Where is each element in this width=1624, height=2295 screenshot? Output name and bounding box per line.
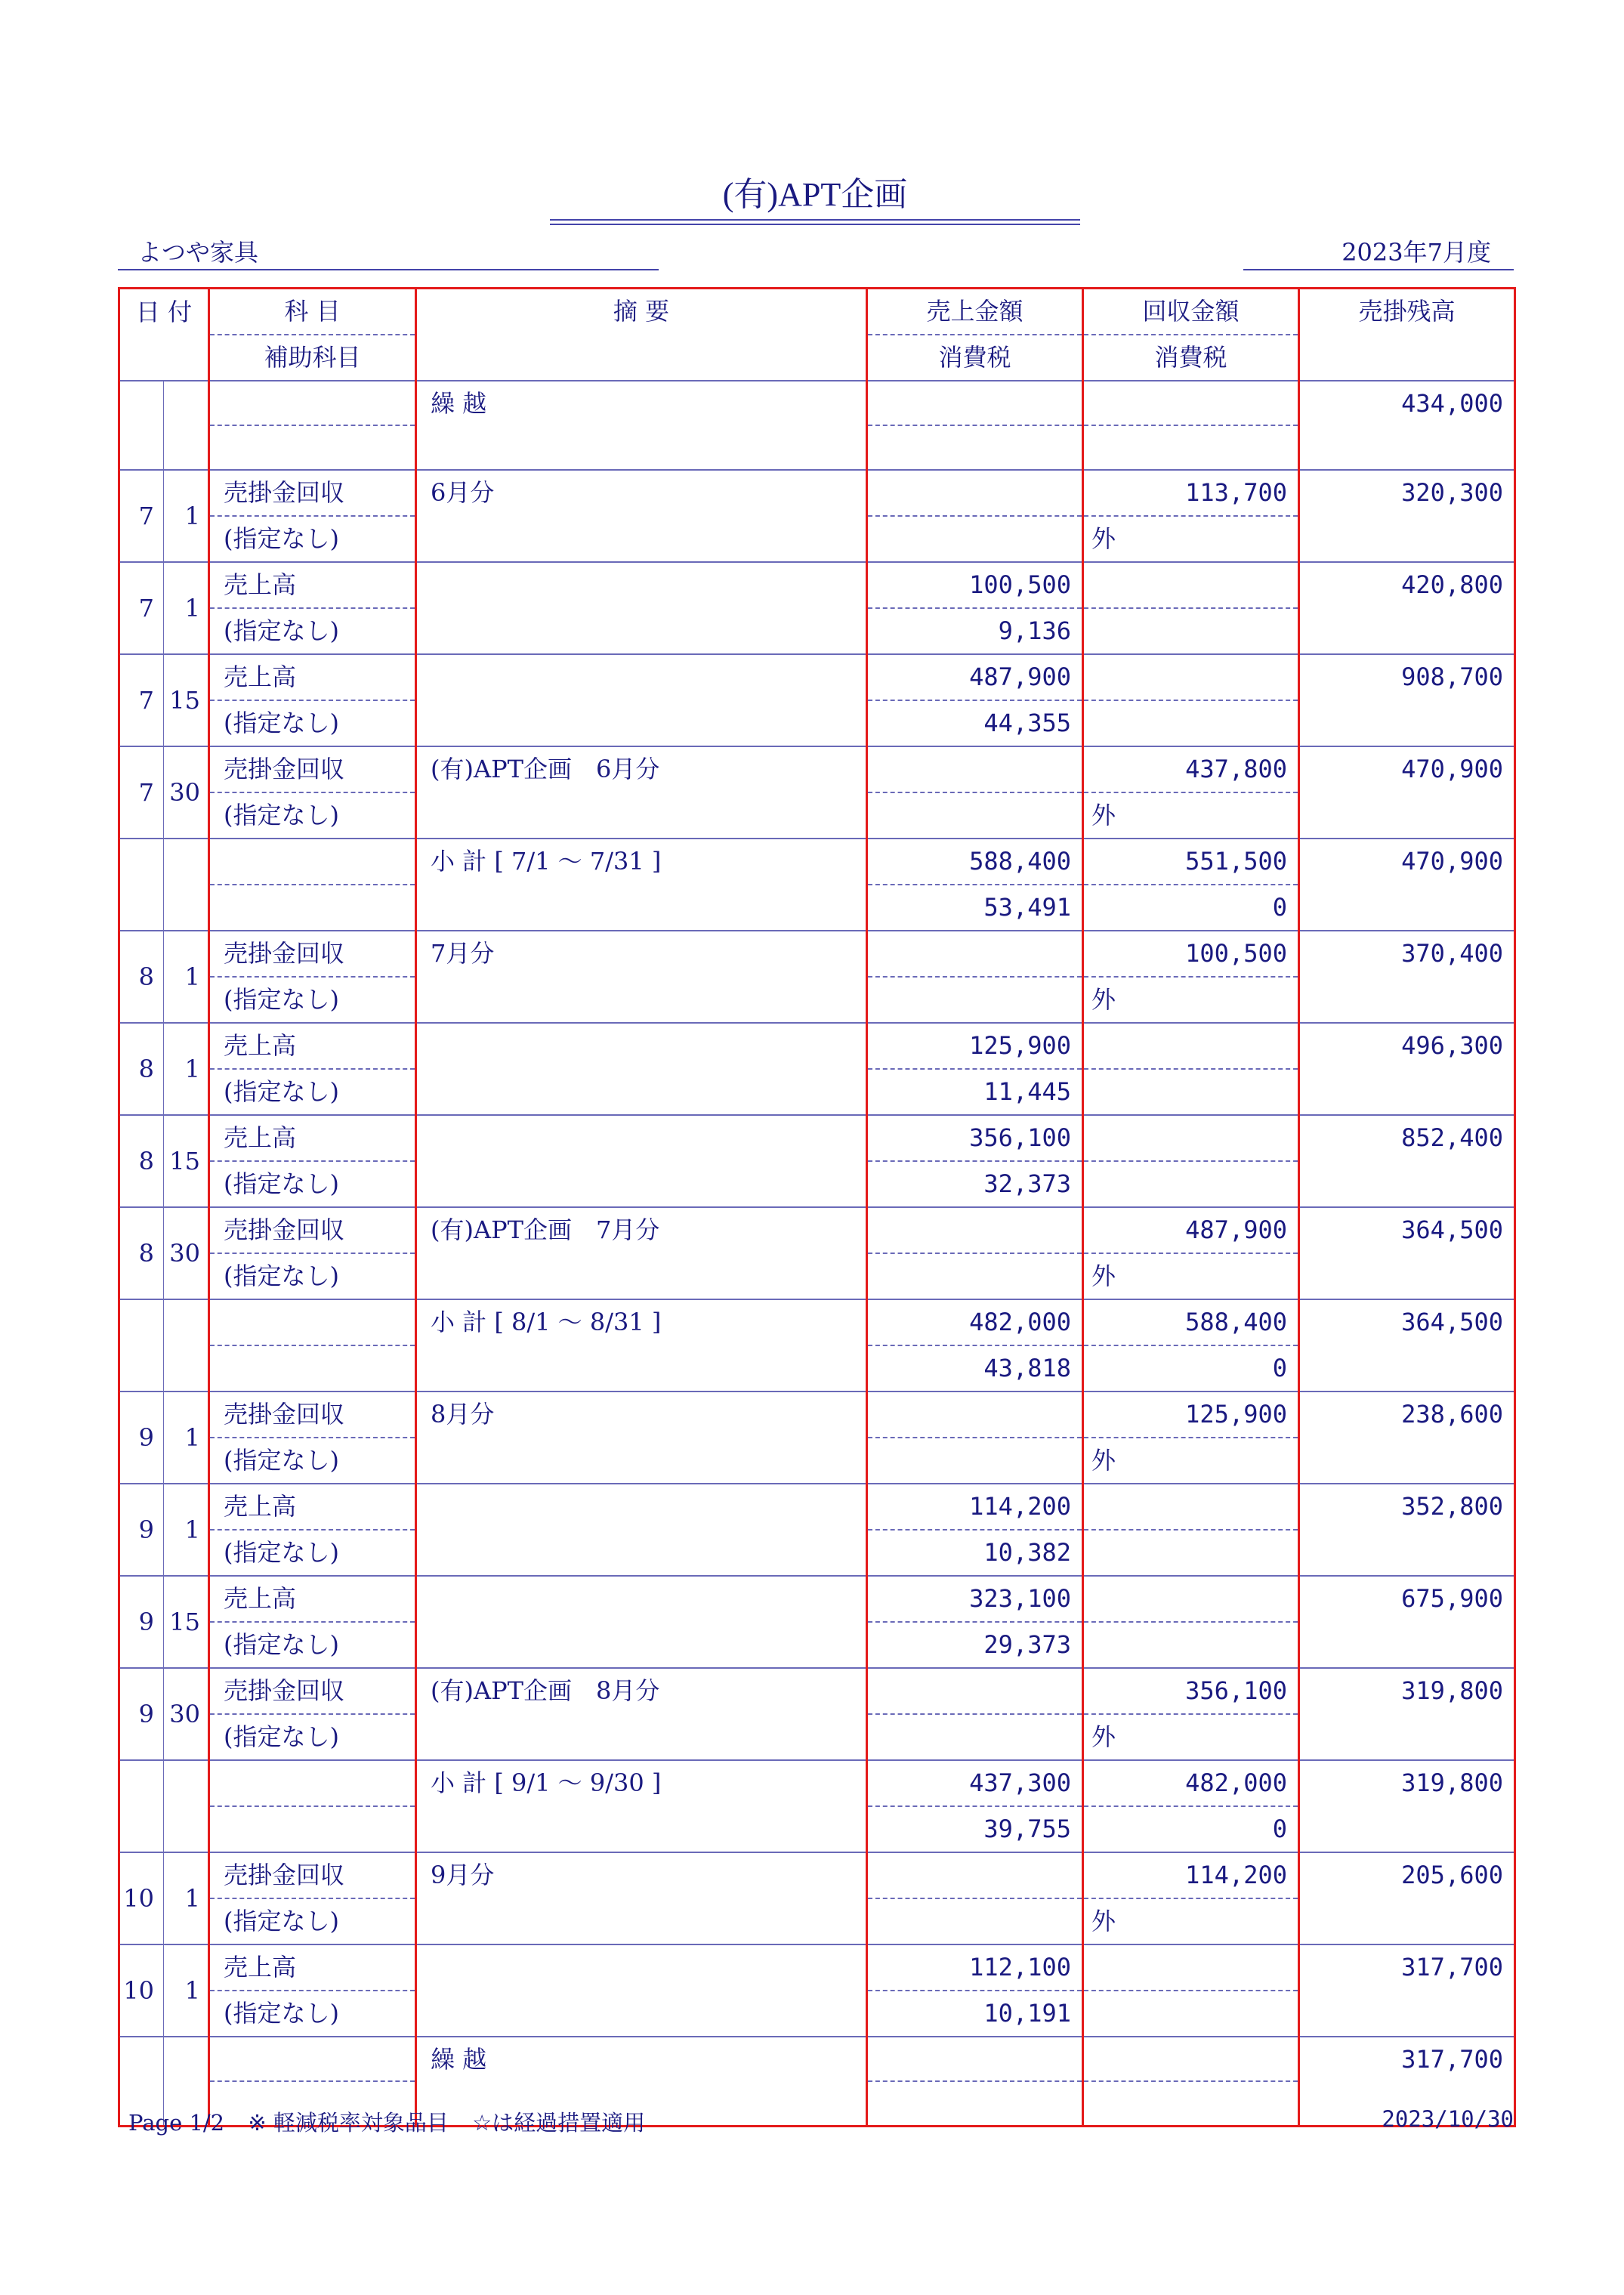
description-cell: 7月分: [416, 931, 867, 1023]
received-tax-cell: [1083, 1069, 1299, 1115]
description-cell: 小 計 [ 9/1 ～ 9/30 ]: [416, 1760, 867, 1852]
date-month: 10: [119, 1852, 164, 1944]
date-day: [164, 839, 209, 931]
received-tax-cell: 外: [1083, 1253, 1299, 1299]
balance-amount: 420,800: [1299, 562, 1515, 654]
subject-cell: 売上高: [209, 1944, 416, 1991]
date-day: 15: [164, 654, 209, 746]
description-cell: [416, 654, 867, 746]
table-row: [119, 1207, 1515, 1253]
balance-amount: 352,800: [1299, 1484, 1515, 1576]
subject-cell: 売上高: [209, 1115, 416, 1161]
balance-amount: 364,500: [1299, 1207, 1515, 1299]
sub-subject-cell: (指定なし): [209, 516, 416, 562]
balance-amount: 434,000: [1299, 381, 1515, 470]
description-cell: [416, 1115, 867, 1207]
reduced-tax-note: ※ 軽減税率対象品目: [248, 2110, 449, 2136]
subject-cell: 売上高: [209, 1576, 416, 1622]
sales-tax-amount: [867, 792, 1083, 839]
table-row: [119, 1299, 1515, 1345]
received-tax-cell: [1083, 2081, 1299, 2126]
report-period: 2023年7月度: [1243, 236, 1514, 270]
received-amount: 113,700: [1083, 470, 1299, 516]
description-cell: 9月分: [416, 1852, 867, 1944]
received-amount: [1083, 2037, 1299, 2081]
received-tax-cell: 0: [1083, 1345, 1299, 1392]
received-amount: [1083, 562, 1299, 608]
description-cell: 8月分: [416, 1392, 867, 1484]
table-row: [119, 1023, 1515, 1069]
received-amount: 100,500: [1083, 931, 1299, 977]
received-tax-cell: 外: [1083, 977, 1299, 1023]
sub-subject-cell: (指定なし): [209, 1530, 416, 1576]
table-row: [119, 562, 1515, 608]
description-cell: 小 計 [ 8/1 ～ 8/31 ]: [416, 1299, 867, 1392]
balance-amount: 319,800: [1299, 1760, 1515, 1852]
sub-subject-cell: (指定なし): [209, 1438, 416, 1484]
balance-amount: 320,300: [1299, 470, 1515, 562]
received-amount: 551,500: [1083, 839, 1299, 885]
date-day: 1: [164, 931, 209, 1023]
balance-amount: 364,500: [1299, 1299, 1515, 1392]
header-date-blank: [119, 335, 209, 381]
header-sub-subject: 補助科目: [209, 335, 416, 381]
balance-amount: 238,600: [1299, 1392, 1515, 1484]
sales-tax-amount: [867, 1714, 1083, 1760]
sub-subject-cell: [209, 1345, 416, 1392]
subject-cell: [209, 2037, 416, 2081]
title-underline: [550, 219, 1080, 221]
received-amount: 482,000: [1083, 1760, 1299, 1806]
subject-cell: 売上高: [209, 562, 416, 608]
sales-amount: 100,500: [867, 562, 1083, 608]
sales-amount: [867, 746, 1083, 792]
sales-amount: [867, 470, 1083, 516]
sub-subject-cell: [209, 425, 416, 470]
sales-amount: 487,900: [867, 654, 1083, 700]
date-month: 8: [119, 931, 164, 1023]
subject-cell: 売掛金回収: [209, 746, 416, 792]
table-row: [119, 654, 1515, 700]
sales-amount: [867, 381, 1083, 425]
balance-amount: 370,400: [1299, 931, 1515, 1023]
table-row: [119, 1392, 1515, 1438]
table-row: [119, 1760, 1515, 1806]
sales-tax-amount: 44,355: [867, 700, 1083, 746]
description-cell: 繰 越: [416, 2037, 867, 2126]
header-row-top: [119, 289, 1515, 335]
table-row: [119, 931, 1515, 977]
sub-subject-cell: (指定なし): [209, 700, 416, 746]
sales-tax-amount: 32,373: [867, 1161, 1083, 1207]
description-cell: (有)APT企画 8月分: [416, 1668, 867, 1760]
date-day: 1: [164, 1023, 209, 1115]
description-cell: 6月分: [416, 470, 867, 562]
received-tax-cell: 外: [1083, 1898, 1299, 1944]
sales-tax-amount: [867, 1898, 1083, 1944]
date-day: 1: [164, 1944, 209, 2037]
table-row: [119, 1576, 1515, 1622]
received-tax-cell: 外: [1083, 516, 1299, 562]
date-month: 10: [119, 1944, 164, 2037]
sales-tax-amount: [867, 1253, 1083, 1299]
sales-tax-amount: 10,382: [867, 1530, 1083, 1576]
received-amount: 356,100: [1083, 1668, 1299, 1714]
header-sales-tax: 消費税: [867, 335, 1083, 381]
header-description: 摘 要: [416, 289, 867, 381]
received-amount: 487,900: [1083, 1207, 1299, 1253]
received-tax-cell: 外: [1083, 792, 1299, 839]
received-tax-cell: [1083, 1530, 1299, 1576]
footer-notes: [128, 2106, 662, 2137]
sales-amount: [867, 1392, 1083, 1438]
date-day: 1: [164, 1392, 209, 1484]
sales-amount: 356,100: [867, 1115, 1083, 1161]
sales-tax-amount: 29,373: [867, 1622, 1083, 1668]
date-month: [119, 381, 164, 470]
balance-amount: 317,700: [1299, 2037, 1515, 2126]
sub-subject-cell: (指定なし): [209, 1253, 416, 1299]
description-cell: (有)APT企画 7月分: [416, 1207, 867, 1299]
received-tax-cell: 0: [1083, 885, 1299, 931]
description-cell: [416, 1944, 867, 2037]
received-tax-cell: 0: [1083, 1806, 1299, 1852]
received-tax-cell: [1083, 1161, 1299, 1207]
date-month: 7: [119, 654, 164, 746]
subject-cell: 売掛金回収: [209, 931, 416, 977]
sub-subject-cell: (指定なし): [209, 1161, 416, 1207]
balance-amount: 908,700: [1299, 654, 1515, 746]
header-date: 日 付: [119, 289, 209, 335]
sales-tax-amount: 10,191: [867, 1991, 1083, 2037]
ledger-body: [119, 289, 1515, 2127]
sub-subject-cell: (指定なし): [209, 977, 416, 1023]
table-row: [119, 839, 1515, 885]
date-month: 8: [119, 1207, 164, 1299]
date-month: 7: [119, 746, 164, 839]
received-amount: [1083, 1484, 1299, 1530]
title-underline-double: [550, 224, 1080, 225]
balance-amount: 319,800: [1299, 1668, 1515, 1760]
balance-amount: 470,900: [1299, 839, 1515, 931]
received-amount: 114,200: [1083, 1852, 1299, 1898]
received-tax-cell: 外: [1083, 1714, 1299, 1760]
received-amount: [1083, 1115, 1299, 1161]
sales-tax-amount: 53,491: [867, 885, 1083, 931]
sales-amount: [867, 1852, 1083, 1898]
received-amount: 125,900: [1083, 1392, 1299, 1438]
sub-subject-cell: (指定なし): [209, 1714, 416, 1760]
description-cell: 繰 越: [416, 381, 867, 470]
date-day: 15: [164, 1115, 209, 1207]
subject-cell: 売掛金回収: [209, 1668, 416, 1714]
sales-tax-amount: 39,755: [867, 1806, 1083, 1852]
date-day: [164, 381, 209, 470]
received-amount: [1083, 654, 1299, 700]
sub-subject-cell: (指定なし): [209, 1898, 416, 1944]
page-title: (有)APT企画: [722, 176, 908, 213]
ledger-table: [118, 287, 1516, 2127]
customer-name: よつや家具: [118, 236, 659, 270]
date-month: 7: [119, 562, 164, 654]
received-amount: [1083, 1023, 1299, 1069]
sub-subject-cell: (指定なし): [209, 1622, 416, 1668]
table-row: [119, 1115, 1515, 1161]
sales-amount: [867, 2037, 1083, 2081]
received-tax-cell: 外: [1083, 1438, 1299, 1484]
date-month: [119, 839, 164, 931]
received-tax-cell: [1083, 608, 1299, 654]
subject-cell: 売掛金回収: [209, 1852, 416, 1898]
subject-cell: 売掛金回収: [209, 1207, 416, 1253]
date-day: 30: [164, 1207, 209, 1299]
received-amount: [1083, 1944, 1299, 1991]
header-balance: 売掛残高: [1358, 297, 1456, 326]
received-tax-cell: [1083, 425, 1299, 470]
subject-cell: 売上高: [209, 654, 416, 700]
date-day: 1: [164, 1484, 209, 1576]
subject-cell: [209, 839, 416, 885]
sub-subject-cell: [209, 1806, 416, 1852]
sales-tax-amount: [867, 977, 1083, 1023]
balance-amount: 675,900: [1299, 1576, 1515, 1668]
sales-tax-amount: [867, 425, 1083, 470]
sub-subject-cell: (指定なし): [209, 608, 416, 654]
sales-tax-amount: 9,136: [867, 608, 1083, 654]
date-month: [119, 1760, 164, 1852]
date-day: [164, 1760, 209, 1852]
date-day: 15: [164, 1576, 209, 1668]
table-row: [119, 746, 1515, 792]
page-number: Page 1/2: [128, 2110, 225, 2136]
header-received: 回収金額: [1083, 289, 1299, 335]
transitional-note: ☆は経過措置適用: [472, 2110, 646, 2136]
date-day: 1: [164, 1852, 209, 1944]
table-row: [119, 2037, 1515, 2081]
sub-subject-cell: (指定なし): [209, 1069, 416, 1115]
balance-amount: 470,900: [1299, 746, 1515, 839]
sales-amount: 323,100: [867, 1576, 1083, 1622]
table-row: [119, 1668, 1515, 1714]
table-row: [119, 1484, 1515, 1530]
sales-tax-amount: [867, 1438, 1083, 1484]
sales-amount: [867, 1207, 1083, 1253]
print-date: 2023/10/30: [1382, 2106, 1514, 2132]
sub-subject-cell: (指定なし): [209, 792, 416, 839]
header-sales: 売上金額: [867, 289, 1083, 335]
description-cell: [416, 562, 867, 654]
subject-cell: [209, 1760, 416, 1806]
received-amount: 588,400: [1083, 1299, 1299, 1345]
sales-amount: 114,200: [867, 1484, 1083, 1530]
balance-amount: 317,700: [1299, 1944, 1515, 2037]
header-subject: 科 目: [209, 289, 416, 335]
received-amount: [1083, 381, 1299, 425]
date-day: 30: [164, 746, 209, 839]
sales-amount: 112,100: [867, 1944, 1083, 1991]
sales-tax-amount: [867, 516, 1083, 562]
description-cell: [416, 1023, 867, 1115]
date-month: 9: [119, 1576, 164, 1668]
balance-amount: 205,600: [1299, 1852, 1515, 1944]
sales-amount: 588,400: [867, 839, 1083, 885]
sales-amount: 125,900: [867, 1023, 1083, 1069]
description-cell: (有)APT企画 6月分: [416, 746, 867, 839]
date-month: 9: [119, 1392, 164, 1484]
received-tax-cell: [1083, 700, 1299, 746]
subject-cell: 売上高: [209, 1023, 416, 1069]
sales-tax-amount: [867, 2081, 1083, 2126]
description-cell: [416, 1484, 867, 1576]
table-row: [119, 1852, 1515, 1898]
table-row: [119, 1944, 1515, 1991]
date-month: 8: [119, 1115, 164, 1207]
subject-cell: [209, 381, 416, 425]
subject-cell: [209, 1299, 416, 1345]
sales-tax-amount: 11,445: [867, 1069, 1083, 1115]
sub-subject-cell: [209, 885, 416, 931]
description-cell: 小 計 [ 7/1 ～ 7/31 ]: [416, 839, 867, 931]
received-amount: [1083, 1576, 1299, 1622]
description-cell: [416, 1576, 867, 1668]
balance-amount: 852,400: [1299, 1115, 1515, 1207]
date-month: 9: [119, 1484, 164, 1576]
sales-tax-amount: 43,818: [867, 1345, 1083, 1392]
header-received-tax: 消費税: [1083, 335, 1299, 381]
sub-subject-cell: (指定なし): [209, 1991, 416, 2037]
date-day: [164, 1299, 209, 1392]
date-day: 1: [164, 470, 209, 562]
date-day: 30: [164, 1668, 209, 1760]
page-title-block: [550, 172, 1080, 227]
received-tax-cell: [1083, 1991, 1299, 2037]
balance-amount: 496,300: [1299, 1023, 1515, 1115]
table-row: [119, 470, 1515, 516]
date-month: [119, 1299, 164, 1392]
date-month: 9: [119, 1668, 164, 1760]
sales-amount: [867, 1668, 1083, 1714]
table-row: [119, 381, 1515, 425]
subject-cell: 売掛金回収: [209, 1392, 416, 1438]
subject-cell: 売上高: [209, 1484, 416, 1530]
sales-amount: [867, 931, 1083, 977]
date-month: 7: [119, 470, 164, 562]
subject-cell: 売掛金回収: [209, 470, 416, 516]
received-amount: 437,800: [1083, 746, 1299, 792]
received-tax-cell: [1083, 1622, 1299, 1668]
sales-amount: 482,000: [867, 1299, 1083, 1345]
date-month: 8: [119, 1023, 164, 1115]
sales-amount: 437,300: [867, 1760, 1083, 1806]
date-day: 1: [164, 562, 209, 654]
